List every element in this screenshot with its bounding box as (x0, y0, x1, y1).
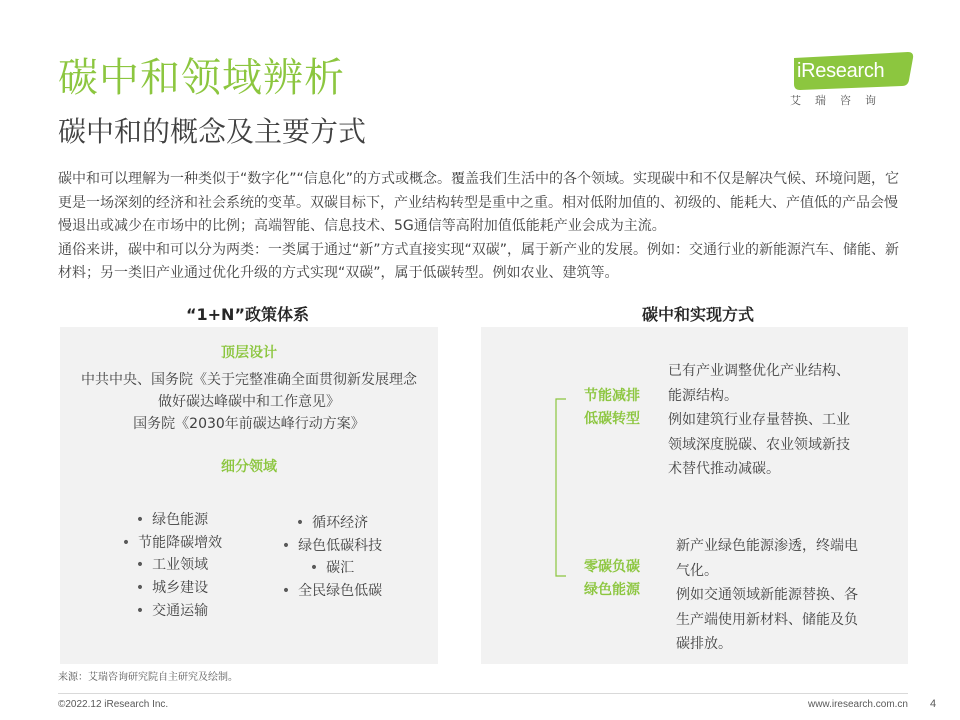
page-subtitle: 碳中和的概念及主要方式 (58, 115, 367, 148)
page-number: 4 (930, 698, 937, 710)
policy-system-title: “1+N”政策体系 (186, 305, 309, 324)
way1-label-2: 低碳转型 (584, 411, 640, 427)
page-title: 碳中和领域辨析 (58, 55, 345, 101)
footer-divider (58, 693, 908, 694)
list-item: • 节能降碳增效 (121, 534, 223, 551)
intro-paragraph-1: 碳中和可以理解为一种类似于“数字化”“信息化”的方式或概念。覆盖我们生活中的各个领域。实现碳中和不仅是解决气候、环境问题，它更是一场深刻的经济和社会系统的变革。双碳目标下，产业结构转型是重中之重。相对低附加值的、初级的、能耗大、产值低的产品会慢慢退出或减少在市场中的比例；高端智能、信息技术、5G通信等高附加值低能耗产业会成为主流。 (58, 171, 900, 235)
list-item: • 城乡建设 (135, 580, 209, 597)
list-item: • 碳汇 (309, 560, 355, 577)
website-link[interactable]: www.iresearch.com.cn (807, 699, 908, 710)
sub-fields-list-2 (262, 512, 402, 603)
way2-description: 新产业绿色能源渗透，终端电 气化。 例如交通领域新能源替换、各 生产端使用新材料、储能及负 碳排放。 (676, 538, 858, 652)
policy-system-panel (60, 327, 438, 664)
way1-description: 已有产业调整优化产业结构、 能源结构。 例如建筑行业存量替换、工业 领域深度脱碳、农业领域新技 术替代推动减碳。 (668, 363, 850, 477)
top-design-line-3: 国务院《2030年前碳达峰行动方案》 (133, 416, 365, 432)
intro-text (58, 168, 910, 286)
list-item: • 绿色低碳科技 (281, 537, 383, 554)
logo-subtext: 艾瑞咨询 (790, 94, 890, 107)
sub-fields-list-1 (102, 509, 242, 623)
implementation-panel (481, 327, 908, 664)
way2-label-1: 零碳负碳 (584, 559, 640, 575)
list-item: • 循环经济 (295, 515, 369, 531)
list-item: • 绿色能源 (135, 512, 209, 528)
list-item: • 工业领域 (135, 557, 209, 574)
sub-fields-heading: 细分领域 (221, 459, 277, 475)
top-design-line-1: 中共中央、国务院《关于完整准确全面贯彻新发展理念 (81, 372, 417, 388)
top-design-heading: 顶层设计 (221, 345, 277, 361)
way1-label-1: 节能减排 (584, 388, 640, 404)
list-item: • 交通运输 (135, 602, 209, 619)
list-item: • 全民绿色低碳 (281, 583, 383, 600)
source-note: 来源：艾瑞咨询研究院自主研究及绘制。 (58, 672, 238, 683)
top-design-line-2: 做好碳达峰碳中和工作意见》 (158, 394, 340, 410)
way2-label-2: 绿色能源 (584, 582, 640, 598)
logo-text: iResearch (797, 60, 885, 82)
copyright: ©2022.12 iResearch Inc. (58, 699, 169, 710)
implementation-title: 碳中和实现方式 (642, 305, 755, 324)
intro-paragraph-2: 通俗来讲，碳中和可以分为两类：一类属于通过“新”方式直接实现“双碳”，属于新产业的发展。例如：交通行业的新能源汽车、储能、新材料；另一类旧产业通过优化升级的方式实现“双碳”，属于低碳转型。例如农业、建筑等。 (58, 241, 900, 282)
